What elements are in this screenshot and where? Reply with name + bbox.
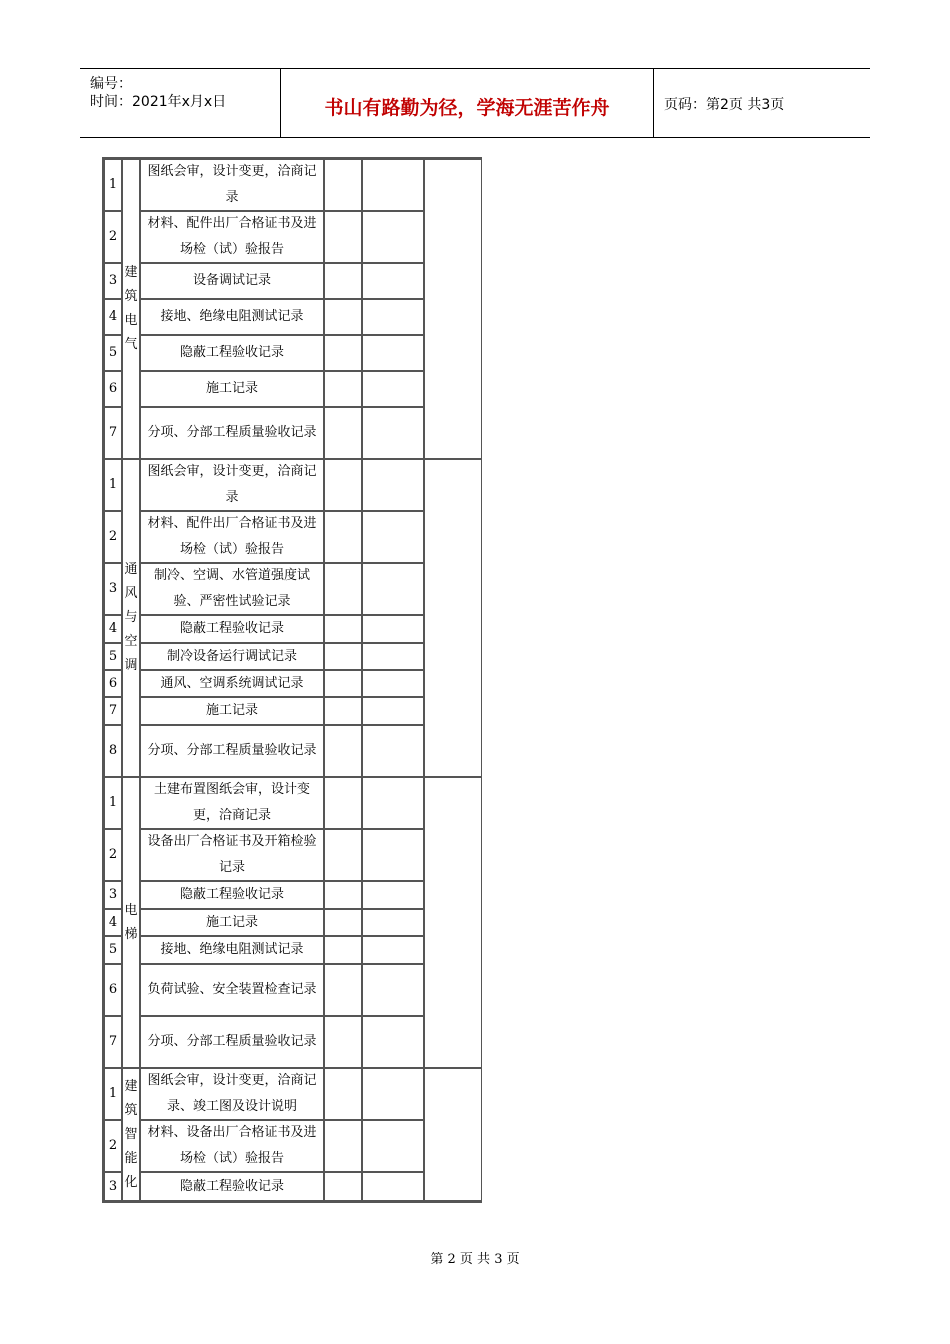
record-description: 材料、配件出厂合格证书及进场检（试）验报告	[140, 211, 324, 263]
row-number: 5	[104, 643, 122, 670]
code-label: 编号：	[90, 76, 132, 92]
row-number: 2	[104, 211, 122, 263]
blank-cell	[362, 1172, 424, 1201]
blank-cell	[362, 299, 424, 335]
blank-cell	[324, 909, 362, 936]
record-description: 制冷、空调、水管道强度试验、严密性试验记录	[140, 563, 324, 615]
header-motto-cell	[281, 69, 654, 137]
record-description: 图纸会审，设计变更，洽商记录、竣工图及设计说明	[140, 1068, 324, 1120]
row-number: 7	[104, 407, 122, 459]
blank-cell	[324, 159, 362, 211]
blank-cell	[324, 563, 362, 615]
row-number: 3	[104, 1172, 122, 1201]
group-name-cell: 通 风 与 空 调	[122, 459, 140, 777]
row-number: 2	[104, 1120, 122, 1172]
blank-cell	[324, 1120, 362, 1172]
blank-cell	[362, 563, 424, 615]
record-description: 图纸会审，设计变更，洽商记录	[140, 159, 324, 211]
blank-cell	[362, 159, 424, 211]
record-description: 施工记录	[140, 909, 324, 936]
header-info-cell	[80, 69, 281, 137]
blank-cell	[324, 670, 362, 697]
blank-cell	[362, 459, 424, 511]
blank-cell	[362, 643, 424, 670]
record-description: 分项、分部工程质量验收记录	[140, 1016, 324, 1068]
page-label: 页码：第2页 共3页	[664, 97, 785, 113]
blank-cell	[324, 829, 362, 881]
blank-cell	[324, 263, 362, 299]
blank-cell	[362, 407, 424, 459]
blank-cell	[324, 371, 362, 407]
blank-cell	[362, 1068, 424, 1120]
record-description: 设备调试记录	[140, 263, 324, 299]
row-number: 1	[104, 159, 122, 211]
blank-cell	[324, 936, 362, 964]
row-number: 1	[104, 1068, 122, 1120]
blank-cell	[362, 211, 424, 263]
blank-cell	[324, 615, 362, 643]
row-number: 4	[104, 615, 122, 643]
header-page-cell	[654, 69, 870, 137]
records-table	[102, 157, 482, 1203]
row-number: 5	[104, 335, 122, 371]
blank-cell	[324, 697, 362, 725]
blank-cell	[362, 909, 424, 936]
blank-cell	[324, 335, 362, 371]
blank-cell	[362, 1120, 424, 1172]
blank-cell	[362, 263, 424, 299]
blank-cell	[362, 615, 424, 643]
group-name-cell: 建 筑 电 气	[122, 159, 140, 459]
row-number: 6	[104, 371, 122, 407]
row-number: 3	[104, 881, 122, 909]
row-number: 1	[104, 777, 122, 829]
row-number: 7	[104, 1016, 122, 1068]
blank-cell	[324, 1172, 362, 1201]
blank-cell	[324, 1068, 362, 1120]
row-number: 2	[104, 829, 122, 881]
group-remarks-cell	[424, 459, 482, 777]
blank-cell	[324, 211, 362, 263]
row-number: 3	[104, 263, 122, 299]
record-description: 隐蔽工程验收记录	[140, 881, 324, 909]
blank-cell	[362, 936, 424, 964]
blank-cell	[324, 881, 362, 909]
blank-cell	[362, 371, 424, 407]
row-number: 6	[104, 964, 122, 1016]
record-description: 分项、分部工程质量验收记录	[140, 407, 324, 459]
record-description: 负荷试验、安全装置检查记录	[140, 964, 324, 1016]
record-description: 隐蔽工程验收记录	[140, 1172, 324, 1201]
page-footer: 第 2 页 共 3 页	[430, 1252, 520, 1267]
row-number: 5	[104, 936, 122, 964]
blank-cell	[362, 725, 424, 777]
blank-cell	[362, 511, 424, 563]
record-description: 通风、空调系统调试记录	[140, 670, 324, 697]
row-number: 6	[104, 670, 122, 697]
record-description: 图纸会审，设计变更，洽商记录	[140, 459, 324, 511]
time-label: 时间：2021年x月x日	[90, 94, 227, 110]
record-description: 施工记录	[140, 371, 324, 407]
blank-cell	[324, 459, 362, 511]
record-description: 土建布置图纸会审，设计变更，洽商记录	[140, 777, 324, 829]
row-number: 3	[104, 563, 122, 615]
blank-cell	[362, 1016, 424, 1068]
blank-cell	[362, 335, 424, 371]
motto: 书山有路勤为径，学海无涯苦作舟	[324, 97, 610, 119]
blank-cell	[324, 777, 362, 829]
record-description: 接地、绝缘电阻测试记录	[140, 299, 324, 335]
record-description: 隐蔽工程验收记录	[140, 615, 324, 643]
group-remarks-cell	[424, 1068, 482, 1201]
group-name-cell: 电 梯	[122, 777, 140, 1068]
blank-cell	[324, 964, 362, 1016]
record-description: 接地、绝缘电阻测试记录	[140, 936, 324, 964]
record-description: 材料、配件出厂合格证书及进场检（试）验报告	[140, 511, 324, 563]
blank-cell	[324, 407, 362, 459]
blank-cell	[362, 964, 424, 1016]
record-description: 施工记录	[140, 697, 324, 725]
row-number: 2	[104, 511, 122, 563]
blank-cell	[362, 670, 424, 697]
blank-cell	[324, 299, 362, 335]
record-description: 分项、分部工程质量验收记录	[140, 725, 324, 777]
row-number: 8	[104, 725, 122, 777]
blank-cell	[324, 725, 362, 777]
record-description: 设备出厂合格证书及开箱检验记录	[140, 829, 324, 881]
row-number: 7	[104, 697, 122, 725]
record-description: 制冷设备运行调试记录	[140, 643, 324, 670]
group-remarks-cell	[424, 159, 482, 459]
row-number: 4	[104, 299, 122, 335]
blank-cell	[324, 643, 362, 670]
page-header	[80, 68, 870, 138]
group-name-cell: 建 筑 智 能 化	[122, 1068, 140, 1201]
group-remarks-cell	[424, 777, 482, 1068]
blank-cell	[324, 1016, 362, 1068]
row-number: 1	[104, 459, 122, 511]
record-description: 材料、设备出厂合格证书及进场检（试）验报告	[140, 1120, 324, 1172]
row-number: 4	[104, 909, 122, 936]
blank-cell	[362, 697, 424, 725]
record-description: 隐蔽工程验收记录	[140, 335, 324, 371]
blank-cell	[362, 777, 424, 829]
blank-cell	[362, 881, 424, 909]
blank-cell	[324, 511, 362, 563]
blank-cell	[362, 829, 424, 881]
